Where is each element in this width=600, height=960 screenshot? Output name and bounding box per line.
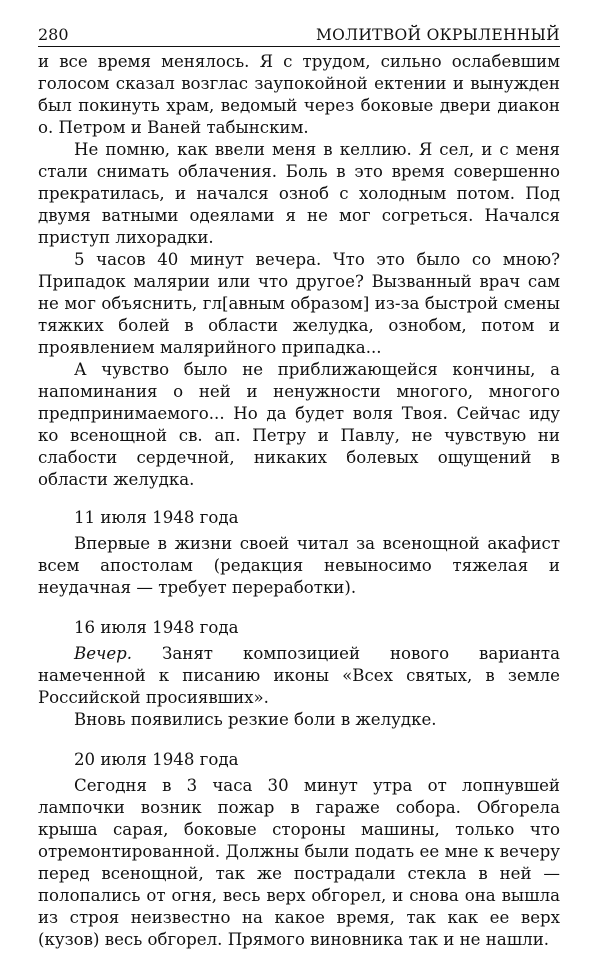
entry-date: 11 июля 1948 года — [74, 508, 239, 527]
page-number: 280 — [38, 25, 69, 44]
paragraph: Сегодня в 3 часа 30 минут утра от лопнувшей лампочки возник пожар в гараже собора. Обгорела крыша сарая, боковые стороны машины, только что отремонтированной. Должны были подать ее мне к вечеру перед всенощной, так же пострадали стекла в ней — полопались от огня, весь верх обгорел, и снова она вышла из строя неизвестно на какое время, так как ее верх (кузов) весь обгорел. Прямого виновника так и не нашли. — [38, 776, 560, 949]
paragraph-text: Занят композицией нового варианта намеченной к писанию иконы «Всех святых, в земле Российской просиявших». — [38, 644, 560, 707]
paragraph: Впервые в жизни своей читал за всенощной акафист всем апостолам (редакция невыносимо тяжелая и неудачная — требует переработки). — [38, 534, 560, 597]
running-title: МОЛИТВОЙ ОКРЫЛЕННЫЙ — [315, 26, 560, 44]
paragraph: А чувство было не приближающейся кончины, а напоминания о ней и ненужности многого, многого предпринимаемого... Но да будет воля Твоя. Сейчас иду ко всенощной св. ап. Петру и Павлу, не чувствую ни слабости сердечной, никаких болевых ощущений в области желудка. — [38, 360, 560, 489]
book-page — [38, 16, 560, 951]
italic-lead: Вечер. — [74, 644, 133, 663]
paragraph: Вновь появились резкие боли в желудке. — [74, 710, 437, 729]
paragraph: и все время менялось. Я с трудом, сильно ослабевшим голосом сказал возглас заупокойной ектении и вынужден был покинуть храм, ведомый через боковые двери диакон о. Петром и Ваней табынским. — [38, 52, 560, 137]
page-header — [38, 16, 560, 47]
page-content — [38, 51, 560, 951]
paragraph: 5 часов 40 минут вечера. Что это было со мною? Припадок малярии или что другое? Вызванный врач сам не мог объяснить, гл[авным образом] из-за быстрой смены тяжких болей в области желудка, ознобом, потом и проявлением малярийного припадка... — [38, 250, 560, 357]
entry-date: 16 июля 1948 года — [74, 618, 239, 637]
paragraph — [38, 643, 560, 709]
paragraph: Не помню, как ввели меня в келлию. Я сел, и с меня стали снимать облачения. Боль в это время совершенно прекратилась, и начался озноб с холодным потом. Под двумя ватными одеялами я не мог согреться. Начался приступ лихорадки. — [38, 140, 560, 247]
entry-date: 20 июля 1948 года — [74, 750, 239, 769]
